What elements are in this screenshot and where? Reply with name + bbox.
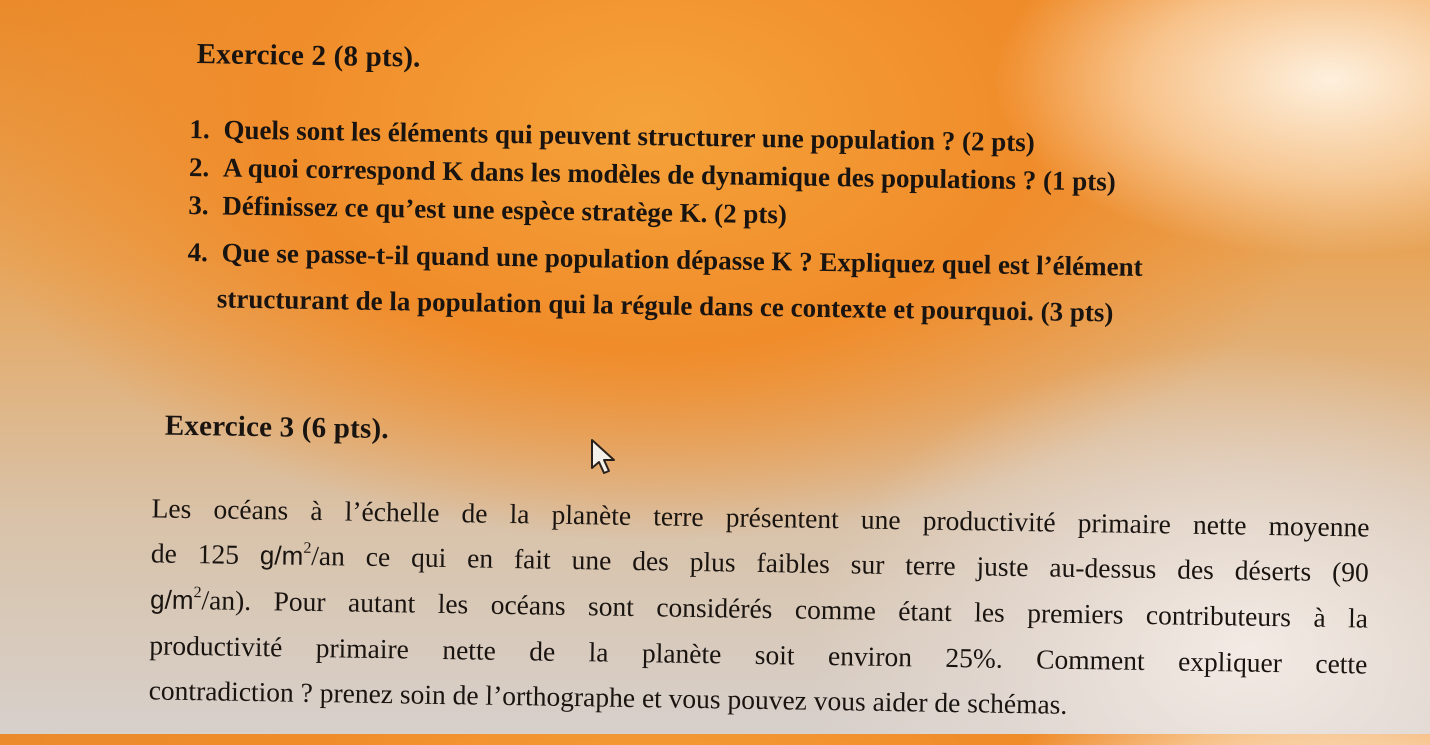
question-number: 4. xyxy=(187,236,209,268)
question-3 xyxy=(188,190,787,229)
question-number: 2. xyxy=(188,151,210,183)
question-text: Que se passe-t-il quand une population dépasse K ? Expliquez quel est l’élément xyxy=(221,237,1143,282)
question-number: 1. xyxy=(189,113,211,145)
line-text: /an). Pour autant les océans sont considérés comme étant les premiers contributeurs à la xyxy=(201,584,1369,634)
paragraph-line: Les océans à l’échelle de la planète terre présentent une productivité primaire nette moyenne xyxy=(151,492,1370,543)
line-text: /an ce qui en fait une des plus faibles sur terre juste au-dessus des déserts (90 xyxy=(311,539,1369,588)
question-1 xyxy=(189,114,1035,157)
paragraph-line: contradiction ? prenez soin de l’orthographe et vous pouvez vous aider de schémas. xyxy=(148,674,1068,720)
question-text: Définissez ce qu’est une espèce stratège K. (2 pts) xyxy=(222,190,788,230)
question-text: Quels sont les éléments qui peuvent structurer une population ? (2 pts) xyxy=(223,114,1036,158)
question-2 xyxy=(189,152,1116,197)
exponent: 2 xyxy=(193,584,202,602)
exercise-2-title: Exercice 2 (8 pts). xyxy=(196,38,421,74)
exercise-3-paragraph xyxy=(148,485,1369,731)
paragraph-line: productivité primaire nette de la planète soit environ 25%. Comment expliquer cette xyxy=(149,629,1368,680)
question-4 xyxy=(187,237,1142,282)
exponent: 2 xyxy=(303,539,312,557)
mouse-pointer-icon xyxy=(588,438,624,476)
unit-text: g/m xyxy=(149,584,194,616)
question-text: A quoi correspond K dans les modèles de dynamique des populations ? (1 pts) xyxy=(222,152,1117,197)
question-number: 3. xyxy=(188,189,209,221)
question-4-continuation: structurant de la population qui la régule dans ce contexte et pourquoi. (3 pts) xyxy=(216,283,1114,328)
line-text: de 125 xyxy=(150,537,261,571)
unit-text: g/m xyxy=(259,540,304,571)
exercise-3-title: Exercice 3 (6 pts). xyxy=(164,409,390,446)
